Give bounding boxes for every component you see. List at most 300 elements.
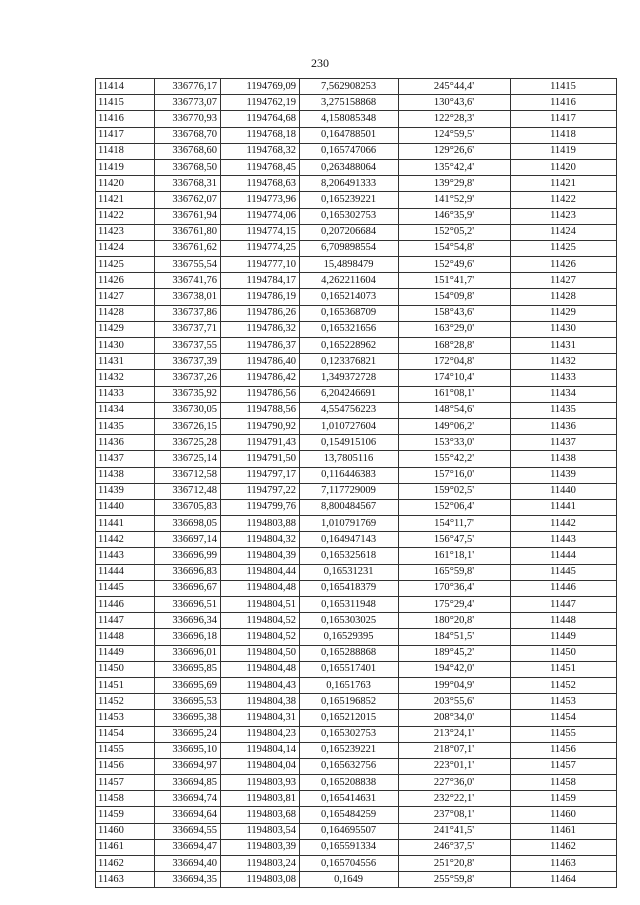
table-row [96,856,617,872]
y-coordinate-cell: 1194804,48 [221,580,300,596]
y-coordinate-cell: 1194804,48 [221,661,300,677]
distance-cell: 0,1651763 [300,677,399,693]
direction-angle-cell: 163°29,0' [399,321,511,337]
distance-cell: 0,165704556 [300,856,399,872]
direction-angle-cell: 199°04,9' [399,677,511,693]
distance-cell: 0,165484259 [300,807,399,823]
table-row [96,176,617,192]
next-point-cell: 11452 [511,677,617,693]
y-coordinate-cell: 1194786,19 [221,289,300,305]
point-number-cell: 11453 [96,710,155,726]
direction-angle-cell: 165°59,8' [399,564,511,580]
y-coordinate-cell: 1194803,39 [221,839,300,855]
distance-cell: 1,010791769 [300,516,399,532]
x-coordinate-cell: 336770,93 [155,111,221,127]
direction-angle-cell: 153°33,0' [399,435,511,451]
x-coordinate-cell: 336725,14 [155,451,221,467]
x-coordinate-cell: 336694,97 [155,758,221,774]
table-row [96,839,617,855]
direction-angle-cell: 194°42,0' [399,661,511,677]
x-coordinate-cell: 336768,60 [155,143,221,159]
table-row [96,370,617,386]
direction-angle-cell: 241°41,5' [399,823,511,839]
next-point-cell: 11431 [511,338,617,354]
next-point-cell: 11439 [511,467,617,483]
direction-angle-cell: 246°37,5' [399,839,511,855]
y-coordinate-cell: 1194804,32 [221,532,300,548]
y-coordinate-cell: 1194786,26 [221,305,300,321]
y-coordinate-cell: 1194774,06 [221,208,300,224]
direction-angle-cell: 223°01,1' [399,758,511,774]
table-row [96,564,617,580]
point-number-cell: 11427 [96,289,155,305]
point-number-cell: 11429 [96,321,155,337]
y-coordinate-cell: 1194797,22 [221,483,300,499]
direction-angle-cell: 161°18,1' [399,548,511,564]
distance-cell: 0,164788501 [300,127,399,143]
x-coordinate-cell: 336712,48 [155,483,221,499]
y-coordinate-cell: 1194784,17 [221,273,300,289]
table-row [96,224,617,240]
x-coordinate-cell: 336694,35 [155,872,221,888]
y-coordinate-cell: 1194768,32 [221,143,300,159]
distance-cell: 0,165747066 [300,143,399,159]
distance-cell: 15,4898479 [300,257,399,273]
direction-angle-cell: 218°07,1' [399,742,511,758]
direction-angle-cell: 149°06,2' [399,418,511,434]
table-row [96,516,617,532]
table-row [96,758,617,774]
x-coordinate-cell: 336738,01 [155,289,221,305]
point-number-cell: 11426 [96,273,155,289]
direction-angle-cell: 180°20,8' [399,613,511,629]
y-coordinate-cell: 1194786,42 [221,370,300,386]
point-number-cell: 11444 [96,564,155,580]
point-number-cell: 11448 [96,629,155,645]
distance-cell: 0,165632756 [300,758,399,774]
next-point-cell: 11453 [511,694,617,710]
x-coordinate-cell: 336694,47 [155,839,221,855]
x-coordinate-cell: 336694,85 [155,775,221,791]
x-coordinate-cell: 336698,05 [155,516,221,532]
x-coordinate-cell: 336761,62 [155,240,221,256]
y-coordinate-cell: 1194786,56 [221,386,300,402]
y-coordinate-cell: 1194786,32 [221,321,300,337]
point-number-cell: 11420 [96,176,155,192]
table-row [96,338,617,354]
point-number-cell: 11459 [96,807,155,823]
distance-cell: 6,204246691 [300,386,399,402]
y-coordinate-cell: 1194764,68 [221,111,300,127]
direction-angle-cell: 135°42,4' [399,159,511,175]
next-point-cell: 11455 [511,726,617,742]
table-row [96,111,617,127]
distance-cell: 0,165228962 [300,338,399,354]
table-row [96,273,617,289]
distance-cell: 4,158085348 [300,111,399,127]
distance-cell: 6,709898554 [300,240,399,256]
next-point-cell: 11435 [511,402,617,418]
x-coordinate-cell: 336696,67 [155,580,221,596]
table-row [96,143,617,159]
y-coordinate-cell: 1194804,51 [221,597,300,613]
distance-cell: 0,165302753 [300,726,399,742]
x-coordinate-cell: 336773,07 [155,95,221,111]
x-coordinate-cell: 336768,50 [155,159,221,175]
point-number-cell: 11431 [96,354,155,370]
table-row [96,289,617,305]
x-coordinate-cell: 336695,24 [155,726,221,742]
direction-angle-cell: 251°20,8' [399,856,511,872]
table-row [96,629,617,645]
x-coordinate-cell: 336705,83 [155,499,221,515]
x-coordinate-cell: 336726,15 [155,418,221,434]
distance-cell: 0,165517401 [300,661,399,677]
y-coordinate-cell: 1194790,92 [221,418,300,434]
y-coordinate-cell: 1194804,44 [221,564,300,580]
next-point-cell: 11459 [511,791,617,807]
distance-cell: 0,165591334 [300,839,399,855]
y-coordinate-cell: 1194799,76 [221,499,300,515]
next-point-cell: 11438 [511,451,617,467]
y-coordinate-cell: 1194803,54 [221,823,300,839]
point-number-cell: 11458 [96,791,155,807]
distance-cell: 0,165208838 [300,775,399,791]
point-number-cell: 11456 [96,758,155,774]
next-point-cell: 11428 [511,289,617,305]
distance-cell: 3,275158868 [300,95,399,111]
x-coordinate-cell: 336694,74 [155,791,221,807]
y-coordinate-cell: 1194804,52 [221,629,300,645]
x-coordinate-cell: 336776,17 [155,79,221,95]
next-point-cell: 11429 [511,305,617,321]
point-number-cell: 11449 [96,645,155,661]
x-coordinate-cell: 336737,55 [155,338,221,354]
point-number-cell: 11452 [96,694,155,710]
next-point-cell: 11416 [511,95,617,111]
x-coordinate-cell: 336696,51 [155,597,221,613]
x-coordinate-cell: 336737,86 [155,305,221,321]
direction-angle-cell: 148°54,6' [399,402,511,418]
distance-cell: 0,207206684 [300,224,399,240]
distance-cell: 7,117729009 [300,483,399,499]
direction-angle-cell: 168°28,8' [399,338,511,354]
table-row [96,775,617,791]
next-point-cell: 11426 [511,257,617,273]
point-number-cell: 11446 [96,597,155,613]
next-point-cell: 11463 [511,856,617,872]
x-coordinate-cell: 336768,70 [155,127,221,143]
table-row [96,208,617,224]
direction-angle-cell: 154°09,8' [399,289,511,305]
point-number-cell: 11424 [96,240,155,256]
point-number-cell: 11454 [96,726,155,742]
direction-angle-cell: 203°55,6' [399,694,511,710]
point-number-cell: 11445 [96,580,155,596]
distance-cell: 0,164695507 [300,823,399,839]
next-point-cell: 11448 [511,613,617,629]
direction-angle-cell: 157°16,0' [399,467,511,483]
point-number-cell: 11457 [96,775,155,791]
distance-cell: 0,263488064 [300,159,399,175]
distance-cell: 13,7805116 [300,451,399,467]
distance-cell: 0,154915106 [300,435,399,451]
y-coordinate-cell: 1194762,19 [221,95,300,111]
next-point-cell: 11433 [511,370,617,386]
distance-cell: 0,165214073 [300,289,399,305]
x-coordinate-cell: 336695,10 [155,742,221,758]
next-point-cell: 11434 [511,386,617,402]
point-number-cell: 11428 [96,305,155,321]
next-point-cell: 11461 [511,823,617,839]
point-number-cell: 11419 [96,159,155,175]
point-number-cell: 11463 [96,872,155,888]
next-point-cell: 11458 [511,775,617,791]
point-number-cell: 11437 [96,451,155,467]
next-point-cell: 11420 [511,159,617,175]
point-number-cell: 11435 [96,418,155,434]
distance-cell: 7,562908253 [300,79,399,95]
y-coordinate-cell: 1194768,63 [221,176,300,192]
table-row [96,354,617,370]
table-row [96,418,617,434]
table-row [96,742,617,758]
direction-angle-cell: 139°29,8' [399,176,511,192]
point-number-cell: 11414 [96,79,155,95]
point-number-cell: 11432 [96,370,155,386]
y-coordinate-cell: 1194803,81 [221,791,300,807]
next-point-cell: 11449 [511,629,617,645]
table-row [96,872,617,888]
x-coordinate-cell: 336695,38 [155,710,221,726]
x-coordinate-cell: 336696,83 [155,564,221,580]
direction-angle-cell: 161°08,1' [399,386,511,402]
point-number-cell: 11422 [96,208,155,224]
point-number-cell: 11440 [96,499,155,515]
y-coordinate-cell: 1194769,09 [221,79,300,95]
distance-cell: 0,123376821 [300,354,399,370]
next-point-cell: 11423 [511,208,617,224]
distance-cell: 0,165288868 [300,645,399,661]
table-row [96,305,617,321]
direction-angle-cell: 129°26,6' [399,143,511,159]
direction-angle-cell: 152°06,4' [399,499,511,515]
next-point-cell: 11417 [511,111,617,127]
table-row [96,645,617,661]
point-number-cell: 11436 [96,435,155,451]
next-point-cell: 11456 [511,742,617,758]
distance-cell: 0,165302753 [300,208,399,224]
table-row [96,823,617,839]
point-number-cell: 11415 [96,95,155,111]
table-row [96,79,617,95]
distance-cell: 4,262211604 [300,273,399,289]
x-coordinate-cell: 336755,54 [155,257,221,273]
table-row [96,192,617,208]
distance-cell: 8,206491333 [300,176,399,192]
table-row [96,597,617,613]
point-number-cell: 11439 [96,483,155,499]
x-coordinate-cell: 336696,99 [155,548,221,564]
direction-angle-cell: 152°05,2' [399,224,511,240]
x-coordinate-cell: 336696,01 [155,645,221,661]
table-row [96,451,617,467]
table-row [96,791,617,807]
next-point-cell: 11454 [511,710,617,726]
y-coordinate-cell: 1194804,43 [221,677,300,693]
y-coordinate-cell: 1194786,37 [221,338,300,354]
point-number-cell: 11438 [96,467,155,483]
distance-cell: 8,800484567 [300,499,399,515]
x-coordinate-cell: 336735,92 [155,386,221,402]
direction-angle-cell: 175°29,4' [399,597,511,613]
next-point-cell: 11427 [511,273,617,289]
distance-cell: 0,165239221 [300,192,399,208]
direction-angle-cell: 155°42,2' [399,451,511,467]
next-point-cell: 11457 [511,758,617,774]
y-coordinate-cell: 1194804,14 [221,742,300,758]
next-point-cell: 11447 [511,597,617,613]
point-number-cell: 11421 [96,192,155,208]
y-coordinate-cell: 1194786,40 [221,354,300,370]
table-row [96,807,617,823]
y-coordinate-cell: 1194773,96 [221,192,300,208]
x-coordinate-cell: 336694,55 [155,823,221,839]
next-point-cell: 11432 [511,354,617,370]
distance-cell: 0,165212015 [300,710,399,726]
table-row [96,499,617,515]
distance-cell: 0,165325618 [300,548,399,564]
y-coordinate-cell: 1194803,08 [221,872,300,888]
page-number: 230 [311,56,329,70]
x-coordinate-cell: 336762,07 [155,192,221,208]
table-row [96,435,617,451]
next-point-cell: 11437 [511,435,617,451]
y-coordinate-cell: 1194774,25 [221,240,300,256]
distance-cell: 1,349372728 [300,370,399,386]
point-number-cell: 11455 [96,742,155,758]
x-coordinate-cell: 336741,76 [155,273,221,289]
direction-angle-cell: 154°11,7' [399,516,511,532]
point-number-cell: 11425 [96,257,155,273]
table-row [96,726,617,742]
table-row [96,548,617,564]
y-coordinate-cell: 1194804,38 [221,694,300,710]
next-point-cell: 11430 [511,321,617,337]
y-coordinate-cell: 1194804,23 [221,726,300,742]
point-number-cell: 11460 [96,823,155,839]
direction-angle-cell: 159°02,5' [399,483,511,499]
point-number-cell: 11461 [96,839,155,855]
point-number-cell: 11451 [96,677,155,693]
direction-angle-cell: 122°28,3' [399,111,511,127]
x-coordinate-cell: 336761,80 [155,224,221,240]
point-number-cell: 11434 [96,402,155,418]
distance-cell: 0,165321656 [300,321,399,337]
table-row [96,677,617,693]
x-coordinate-cell: 336737,26 [155,370,221,386]
next-point-cell: 11462 [511,839,617,855]
x-coordinate-cell: 336737,39 [155,354,221,370]
x-coordinate-cell: 336725,28 [155,435,221,451]
distance-cell: 0,164947143 [300,532,399,548]
y-coordinate-cell: 1194803,93 [221,775,300,791]
x-coordinate-cell: 336768,31 [155,176,221,192]
next-point-cell: 11464 [511,872,617,888]
table-row [96,532,617,548]
next-point-cell: 11418 [511,127,617,143]
y-coordinate-cell: 1194804,39 [221,548,300,564]
x-coordinate-cell: 336695,85 [155,661,221,677]
direction-angle-cell: 237°08,1' [399,807,511,823]
x-coordinate-cell: 336695,53 [155,694,221,710]
x-coordinate-cell: 336694,40 [155,856,221,872]
direction-angle-cell: 146°35,9' [399,208,511,224]
next-point-cell: 11419 [511,143,617,159]
y-coordinate-cell: 1194797,17 [221,467,300,483]
coordinates-table-body [96,79,617,888]
point-number-cell: 11450 [96,661,155,677]
x-coordinate-cell: 336694,64 [155,807,221,823]
distance-cell: 0,165311948 [300,597,399,613]
table-row [96,467,617,483]
direction-angle-cell: 255°59,8' [399,872,511,888]
x-coordinate-cell: 336696,34 [155,613,221,629]
distance-cell: 0,165239221 [300,742,399,758]
point-number-cell: 11418 [96,143,155,159]
direction-angle-cell: 130°43,6' [399,95,511,111]
next-point-cell: 11445 [511,564,617,580]
next-point-cell: 11422 [511,192,617,208]
next-point-cell: 11441 [511,499,617,515]
x-coordinate-cell: 336730,05 [155,402,221,418]
table-row [96,95,617,111]
direction-angle-cell: 152°49,6' [399,257,511,273]
y-coordinate-cell: 1194768,18 [221,127,300,143]
point-number-cell: 11462 [96,856,155,872]
point-number-cell: 11443 [96,548,155,564]
direction-angle-cell: 227°36,0' [399,775,511,791]
table-row [96,613,617,629]
direction-angle-cell: 124°59,5' [399,127,511,143]
table-row [96,402,617,418]
next-point-cell: 11436 [511,418,617,434]
point-number-cell: 11447 [96,613,155,629]
table-row [96,661,617,677]
distance-cell: 0,165418379 [300,580,399,596]
distance-cell: 0,165368709 [300,305,399,321]
next-point-cell: 11424 [511,224,617,240]
table-row [96,240,617,256]
y-coordinate-cell: 1194768,45 [221,159,300,175]
next-point-cell: 11425 [511,240,617,256]
distance-cell: 0,165196852 [300,694,399,710]
table-row [96,710,617,726]
distance-cell: 0,16529395 [300,629,399,645]
y-coordinate-cell: 1194791,43 [221,435,300,451]
next-point-cell: 11446 [511,580,617,596]
direction-angle-cell: 156°47,5' [399,532,511,548]
direction-angle-cell: 158°43,6' [399,305,511,321]
direction-angle-cell: 174°10,4' [399,370,511,386]
next-point-cell: 11450 [511,645,617,661]
x-coordinate-cell: 336695,69 [155,677,221,693]
y-coordinate-cell: 1194777,10 [221,257,300,273]
next-point-cell: 11442 [511,516,617,532]
table-row [96,483,617,499]
direction-angle-cell: 151°41,7' [399,273,511,289]
y-coordinate-cell: 1194803,88 [221,516,300,532]
